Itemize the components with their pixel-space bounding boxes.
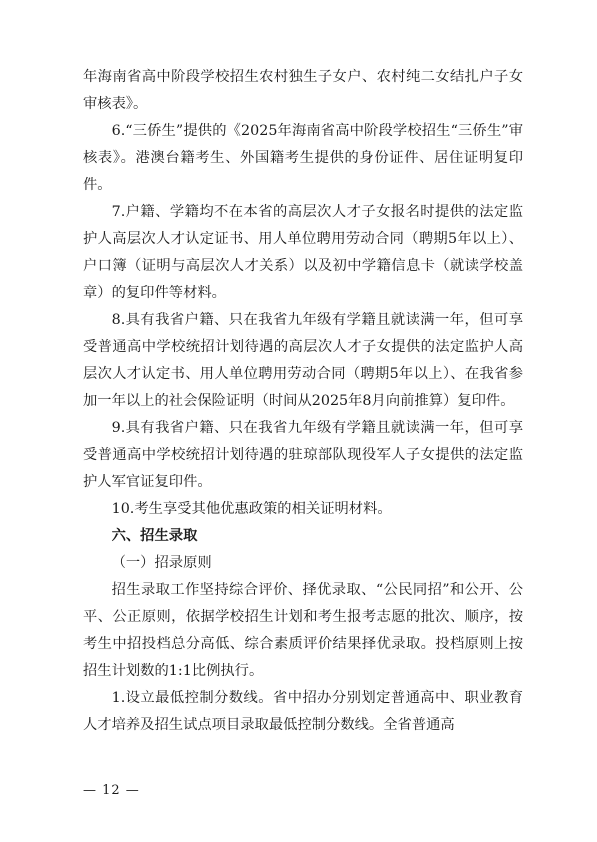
paragraph-item-10: 10.考生享受其他优惠政策的相关证明材料。 [111, 501, 392, 517]
subsection-heading: （一）招录原则 [111, 555, 212, 571]
paragraph-item-8: 8.具有我省户籍、只在我省九年级有学籍且就读满一年，但可享受普通高中学校统招计划待遇的高层次人才子女提供的法定监护人高层次人才认定书、用人单位聘用劳动合同（聘期5年以上）、在我省参加一年以上的社会保险证明（时间从2025年8月向前推算）复印件。 [83, 312, 523, 409]
paragraph-principle: 招生录取工作坚持综合评价、择优录取、“公民同招”和公开、公平、公正原则，依据学校招生计划和考生报考志愿的批次、顺序，按考生中招投档总分高低、综合素质评价结果择优录取。投档原则上按招生计划数的1:1比例执行。 [83, 582, 523, 679]
paragraph-item-6: 6.“三侨生”提供的《2025年海南省高中阶段学校招生“三侨生”审核表》。港澳台籍考生、外国籍考生提供的身份证件、居住证明复印件。 [83, 123, 523, 193]
section-heading: 六、招生录取 [111, 528, 198, 544]
paragraph-item-7: 7.户籍、学籍均不在本省的高层次人才子女报名时提供的法定监护人高层次人才认定证书、用人单位聘用劳动合同（聘期5年以上）、户口簿（证明与高层次人才关系）以及初中学籍信息卡（就读学校盖章）的复印件等材料。 [83, 204, 523, 301]
document-body [83, 64, 523, 739]
paragraph-continuation: 年海南省高中阶段学校招生农村独生子女户、农村纯二女结扎户子女审核表》。 [83, 69, 523, 112]
page-number: — 12 — [83, 783, 140, 798]
paragraph-item-9: 9.具有我省户籍、只在我省九年级有学籍且就读满一年，但可享受普通高中学校统招计划待遇的驻琼部队现役军人子女提供的法定监护人军官证复印件。 [83, 420, 523, 490]
paragraph-rule-1: 1.设立最低控制分数线。省中招办分别划定普通高中、职业教育人才培养及招生试点项目录取最低控制分数线。全省普通高 [83, 690, 523, 733]
